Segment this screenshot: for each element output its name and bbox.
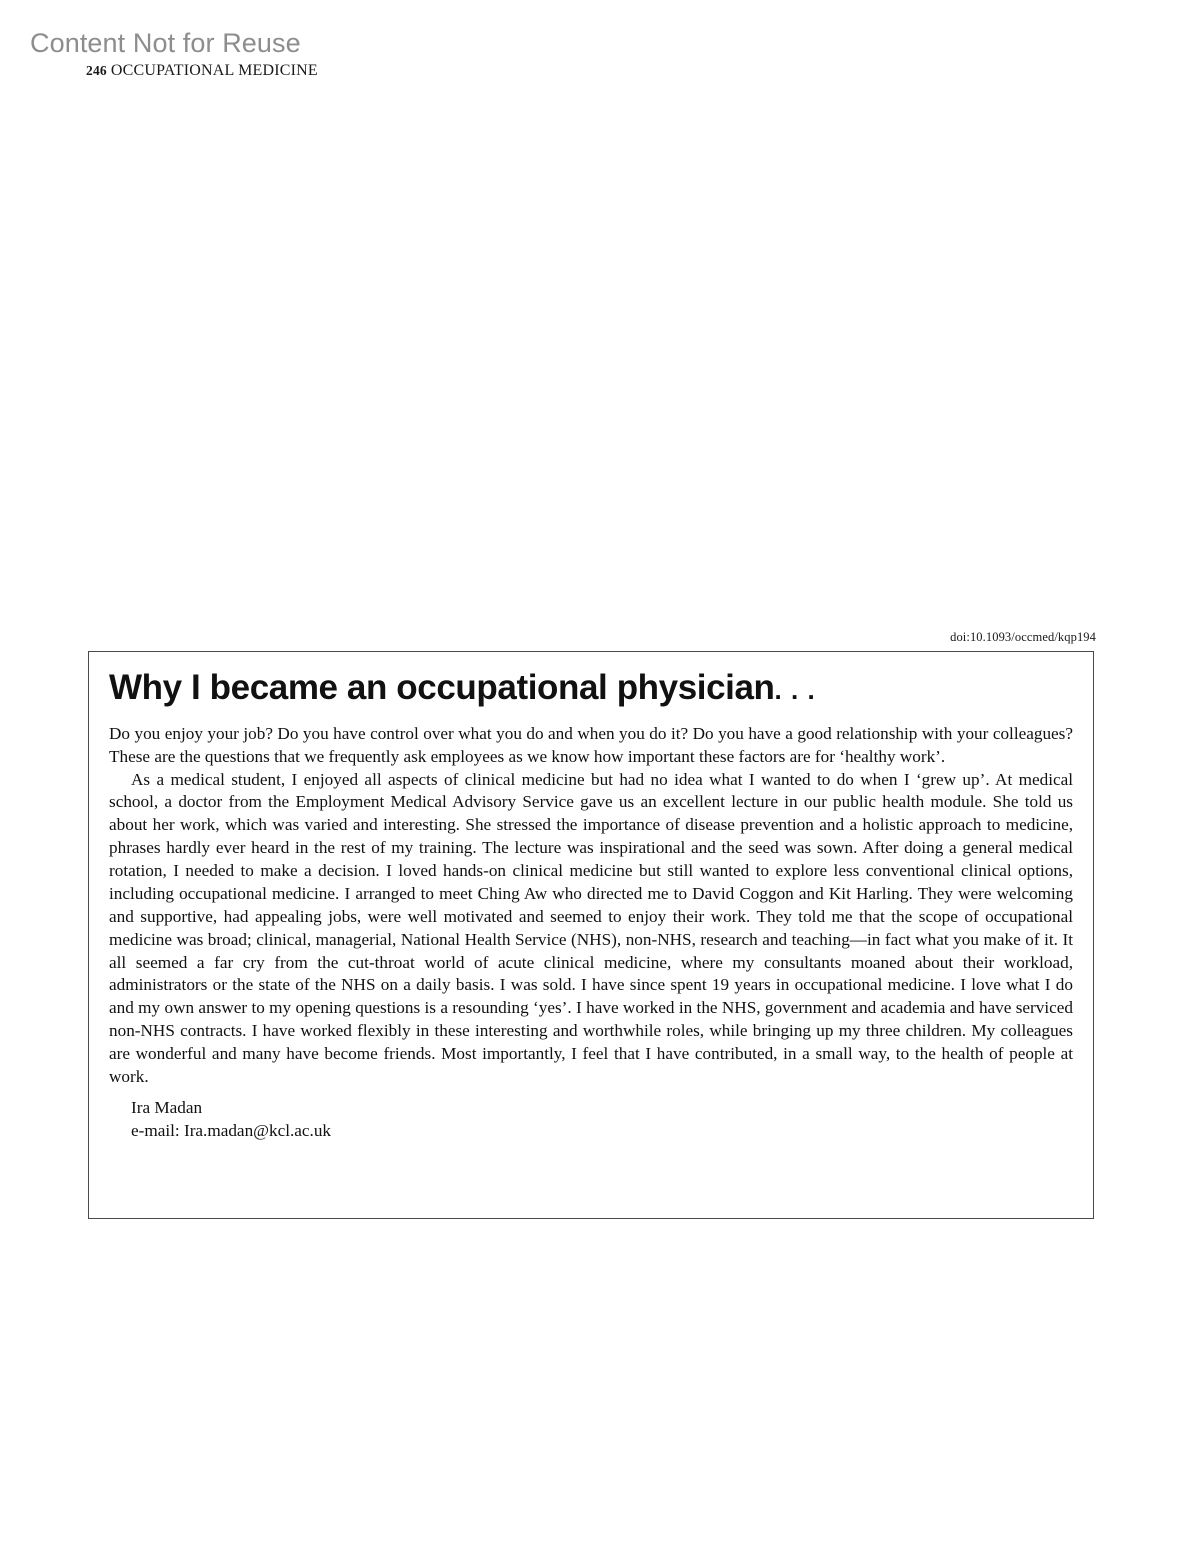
article-title-ellipsis: . . . bbox=[774, 675, 816, 705]
page-number: 246 bbox=[86, 63, 107, 78]
author-signature bbox=[109, 1096, 1073, 1142]
running-head bbox=[86, 62, 318, 80]
article-title bbox=[109, 670, 1073, 707]
journal-name: OCCUPATIONAL MEDICINE bbox=[110, 62, 318, 79]
article-box bbox=[88, 651, 1094, 1219]
watermark-text: Content Not for Reuse bbox=[30, 28, 301, 58]
author-email: e-mail: Ira.madan@kcl.ac.uk bbox=[131, 1120, 332, 1140]
article-body bbox=[109, 723, 1073, 1089]
author-name: Ira Madan bbox=[131, 1097, 203, 1117]
article-paragraph: As a medical student, I enjoyed all aspects of clinical medicine but had no idea what I wanted to do when I ‘grew up’. At medical school, a doctor from the Employment Medical Advisory Service gave us an excellent lecture in our public health module. She told us about her work, which was varied and interesting. She stressed the importance of disease prevention and a holistic approach to medicine, phrases hardly ever heard in the rest of my training. The lecture was inspirational and the seed was sown. After doing a general medical rotation, I needed to make a decision. I loved hands-on clinical medicine but still wanted to explore less conventional clinical options, including occupational medicine. I arranged to meet Ching Aw who directed me to David Coggon and Kit Harling. They were welcoming and supportive, had appealing jobs, were well motivated and seemed to enjoy their work. They told me that the scope of occupational medicine was broad; clinical, managerial, National Health Service (NHS), non-NHS, research and teaching—in fact what you make of it. It all seemed a far cry from the cut-throat world of acute clinical medicine, where my consultants moaned about their workload, administrators or the state of the NHS on a daily basis. I was sold. I have since spent 19 years in occupational medicine. I love what I do and my own answer to my opening questions is a resounding ‘yes’. I have worked in the NHS, government and academia and have serviced non-NHS contracts. I have worked flexibly in these interesting and worthwhile roles, while bringing up my three children. My colleagues are wonderful and many have become friends. Most importantly, I feel that I have contributed, in a small way, to the health of people at work. bbox=[109, 769, 1073, 1086]
doi-text: doi:10.1093/occmed/kqp194 bbox=[950, 630, 1096, 644]
article-title-main: Why I became an occupational physician bbox=[109, 668, 775, 707]
article-paragraph: Do you enjoy your job? Do you have control over what you do and when you do it? Do you have a good relationship with your colleagues? These are the questions that we frequently ask employees as we know how important these factors are for ‘healthy work’. bbox=[109, 723, 1073, 766]
